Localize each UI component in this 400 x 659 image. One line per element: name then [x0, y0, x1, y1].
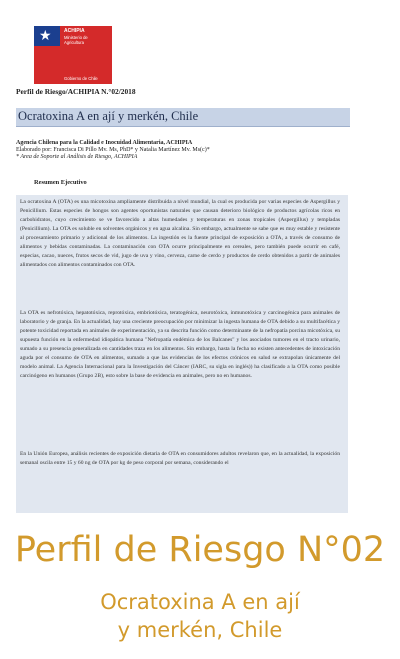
- logo-government: Gobierno de Chile: [64, 76, 98, 81]
- caption-subtitle-line1: Ocratoxina A en ají: [100, 590, 300, 614]
- summary-paragraph: En la Unión Europea, análisis recientes de exposición dietaria de OTA en consumidores adultos revelaron que, en la actualidad, la exposición semanal oscila entre 15 y 60 ng de OTA por kg de peso corporal por semana, considerando el: [20, 451, 340, 466]
- document-title: Ocratoxina A en ají y merkén, Chile: [18, 109, 199, 123]
- summary-paragraph: La ocratoxina A (OTA) es una micotoxina ampliamente distribuida a nivel mundial, la cual es producida por varias especies de Aspergillus y Penicillium. Estas especies de hongos son agentes oportunistas naturales que causan deterioro biológico de productos agrícolas ricos en carbohidratos, cuyo crecimiento se ve favorecido a altas humedades y temperaturas en zonas tropicales (Aspergillus) y templadas (Penicillium). La OTA es soluble en solventes orgánicos y en agua alcalina. Sin embargo, actualmente se sabe que es muy estable y resistente al procesamiento primario y adicional de los alimentos. La ingestión es la fuente principal de exposición a OTA, a través de consumo de alimentos y bebidas contaminadas. La contaminación con OTA ocurre principalmente en cereales, pero también puede ocurrir en café, especias, cacao, nueces, frutos secos de vid, jugo de uva y vino, cerveza, carne de cerdo y productos de cerdo obtenidos a partir de animales alimentados con alimentos contaminados con OTA.: [20, 199, 340, 268]
- summary-heading: Resumen Ejecutivo: [34, 179, 87, 186]
- star-icon: ★: [39, 28, 52, 44]
- caption-title: Perfil de Riesgo N°02: [14, 530, 386, 570]
- document-title-bar: [16, 108, 350, 127]
- logo-ministry: Ministerio de Agricultura: [64, 35, 88, 45]
- summary-paragraph: La OTA es nefrotóxica, hepatotóxica, reprotóxica, embriotóxica, teratogénica, neurotóxica, inmunotóxica y carcinogénica para animales de laboratorio y de granja. En la actualidad, hay una creciente preocupación por minimizar la ingesta humana de OTA debido a su multifacética y potente toxicidad reportada en animales de experimentación, ya su descrita función como determinante de la nefropatía porcina micotóxica, su supuesta función en la enfermedad idiopática humana "Nefropatía endémica de los Balcanes" y los asociados tumores en el tracto urinario, sumado a su presencia generalizada en cantidades traza en los alimentos. Sin embargo, hasta la fecha no existen antecedentes de intoxicación aguda por el consumo de OTA en alimentos, sumado a que las evidencias de los efectos crónicos en salud se extrapolan únicamente del modelo animal. La Agencia Internacional para la Investigación del Cáncer (IARC, su sigla en inglés)) ha clasificado a la OTA como posible carcinógeno en humanos (Grupo 2B), esto sobre la base de evidencia en animales, pero no en humanos.: [20, 310, 340, 379]
- achipia-logo: [34, 26, 112, 84]
- agency-block: [16, 140, 346, 161]
- logo-org: ACHIPIA: [64, 28, 85, 34]
- authors: Elaborado por: Francisca Di Pillo Mv. Ms, PhD* y Natalia Martínez Mv. Ms(c)*: [16, 147, 210, 153]
- profile-code: Perfil de Riesgo/ACHIPIA N.°02/2018: [16, 87, 136, 96]
- agency-name: Agencia Chilena para la Calidad e Inocuidad Alimentaria, ACHIPIA: [16, 140, 193, 146]
- caption-subtitle: [0, 588, 400, 644]
- affiliation: * Area de Soporte al Análisis de Riesgo, ACHIPIA: [16, 154, 138, 160]
- caption-subtitle-line2: y merkén, Chile: [117, 618, 283, 642]
